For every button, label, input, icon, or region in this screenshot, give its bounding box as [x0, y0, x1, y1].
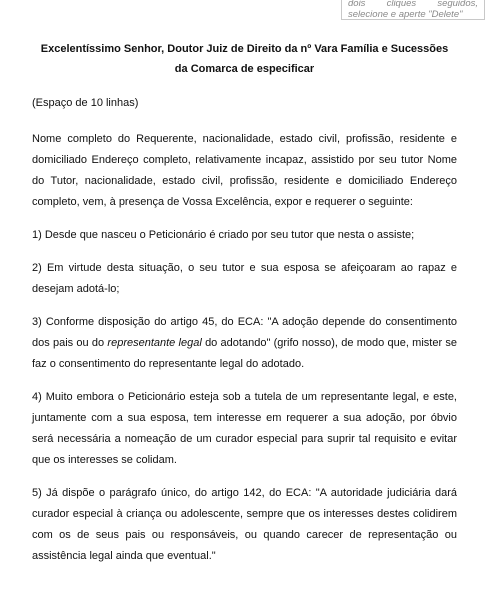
petition-item-1: 1) Desde que nasceu o Peticionário é criado por seu tutor que nesta o assiste; — [32, 229, 415, 241]
spacing-note: (Espaço de 10 linhas) — [32, 97, 139, 109]
petition-item-3-italic: representante legal — [107, 337, 202, 349]
edit-hint-line1: dois cliques seguidos, — [348, 0, 478, 9]
petition-intro-paragraph: Nome completo do Requerente, nacionalidade, estado civil, profissão, residente e domiciliado Endereço completo, relativamente incapaz, assistido por seu tutor Nome do Tutor, nacionalidade, estado civil, profissão, residente e domiciliado Endereço completo, vem, à presença de Vossa Excelência, expor e requerer o seguinte: — [32, 133, 457, 208]
petition-title-line2: da Comarca de especificar — [174, 63, 315, 75]
edit-hint-box — [341, 0, 485, 20]
petition-item-5: 5) Já dispõe o parágrafo único, do artigo 142, do ECA: "A autoridade judiciária dará curador especial à criança ou adolescente, sempre que os interesses destes colidirem com os de seus pais ou responsáveis, ou quando carecer de representação ou assistência legal ainda que eventual." — [32, 487, 457, 562]
petition-item-3-part2: do adotando" (grifo nosso), de modo que, mister se faz o consentimento do representante legal do adotado. — [32, 337, 457, 370]
petition-item-2: 2) Em virtude desta situação, o seu tutor e sua esposa se afeiçoaram ao rapaz e desejam adotá-lo; — [32, 262, 457, 295]
petition-title-line1: Excelentíssimo Senhor, Doutor Juiz de Direito da nº Vara Família e Sucessões — [40, 43, 449, 55]
petition-title — [32, 39, 457, 79]
edit-hint-line2: selecione e aperte "Delete" — [348, 9, 463, 20]
petition-document — [32, 39, 457, 567]
petition-item-3 — [32, 312, 457, 375]
petition-item-3-part1: 3) Conforme disposição do artigo 45, do ECA: "A adoção depende do consentimento dos pais ou do — [32, 316, 457, 349]
petition-item-4: 4) Muito embora o Peticionário esteja sob a tutela de um representante legal, e este, juntamente com a sua esposa, tem interesse em requerer a sua adoção, por óbvio será necessária a nomeação de um curador especial para suprir tal requisito e evitar que os interesses se colidam. — [32, 391, 457, 466]
